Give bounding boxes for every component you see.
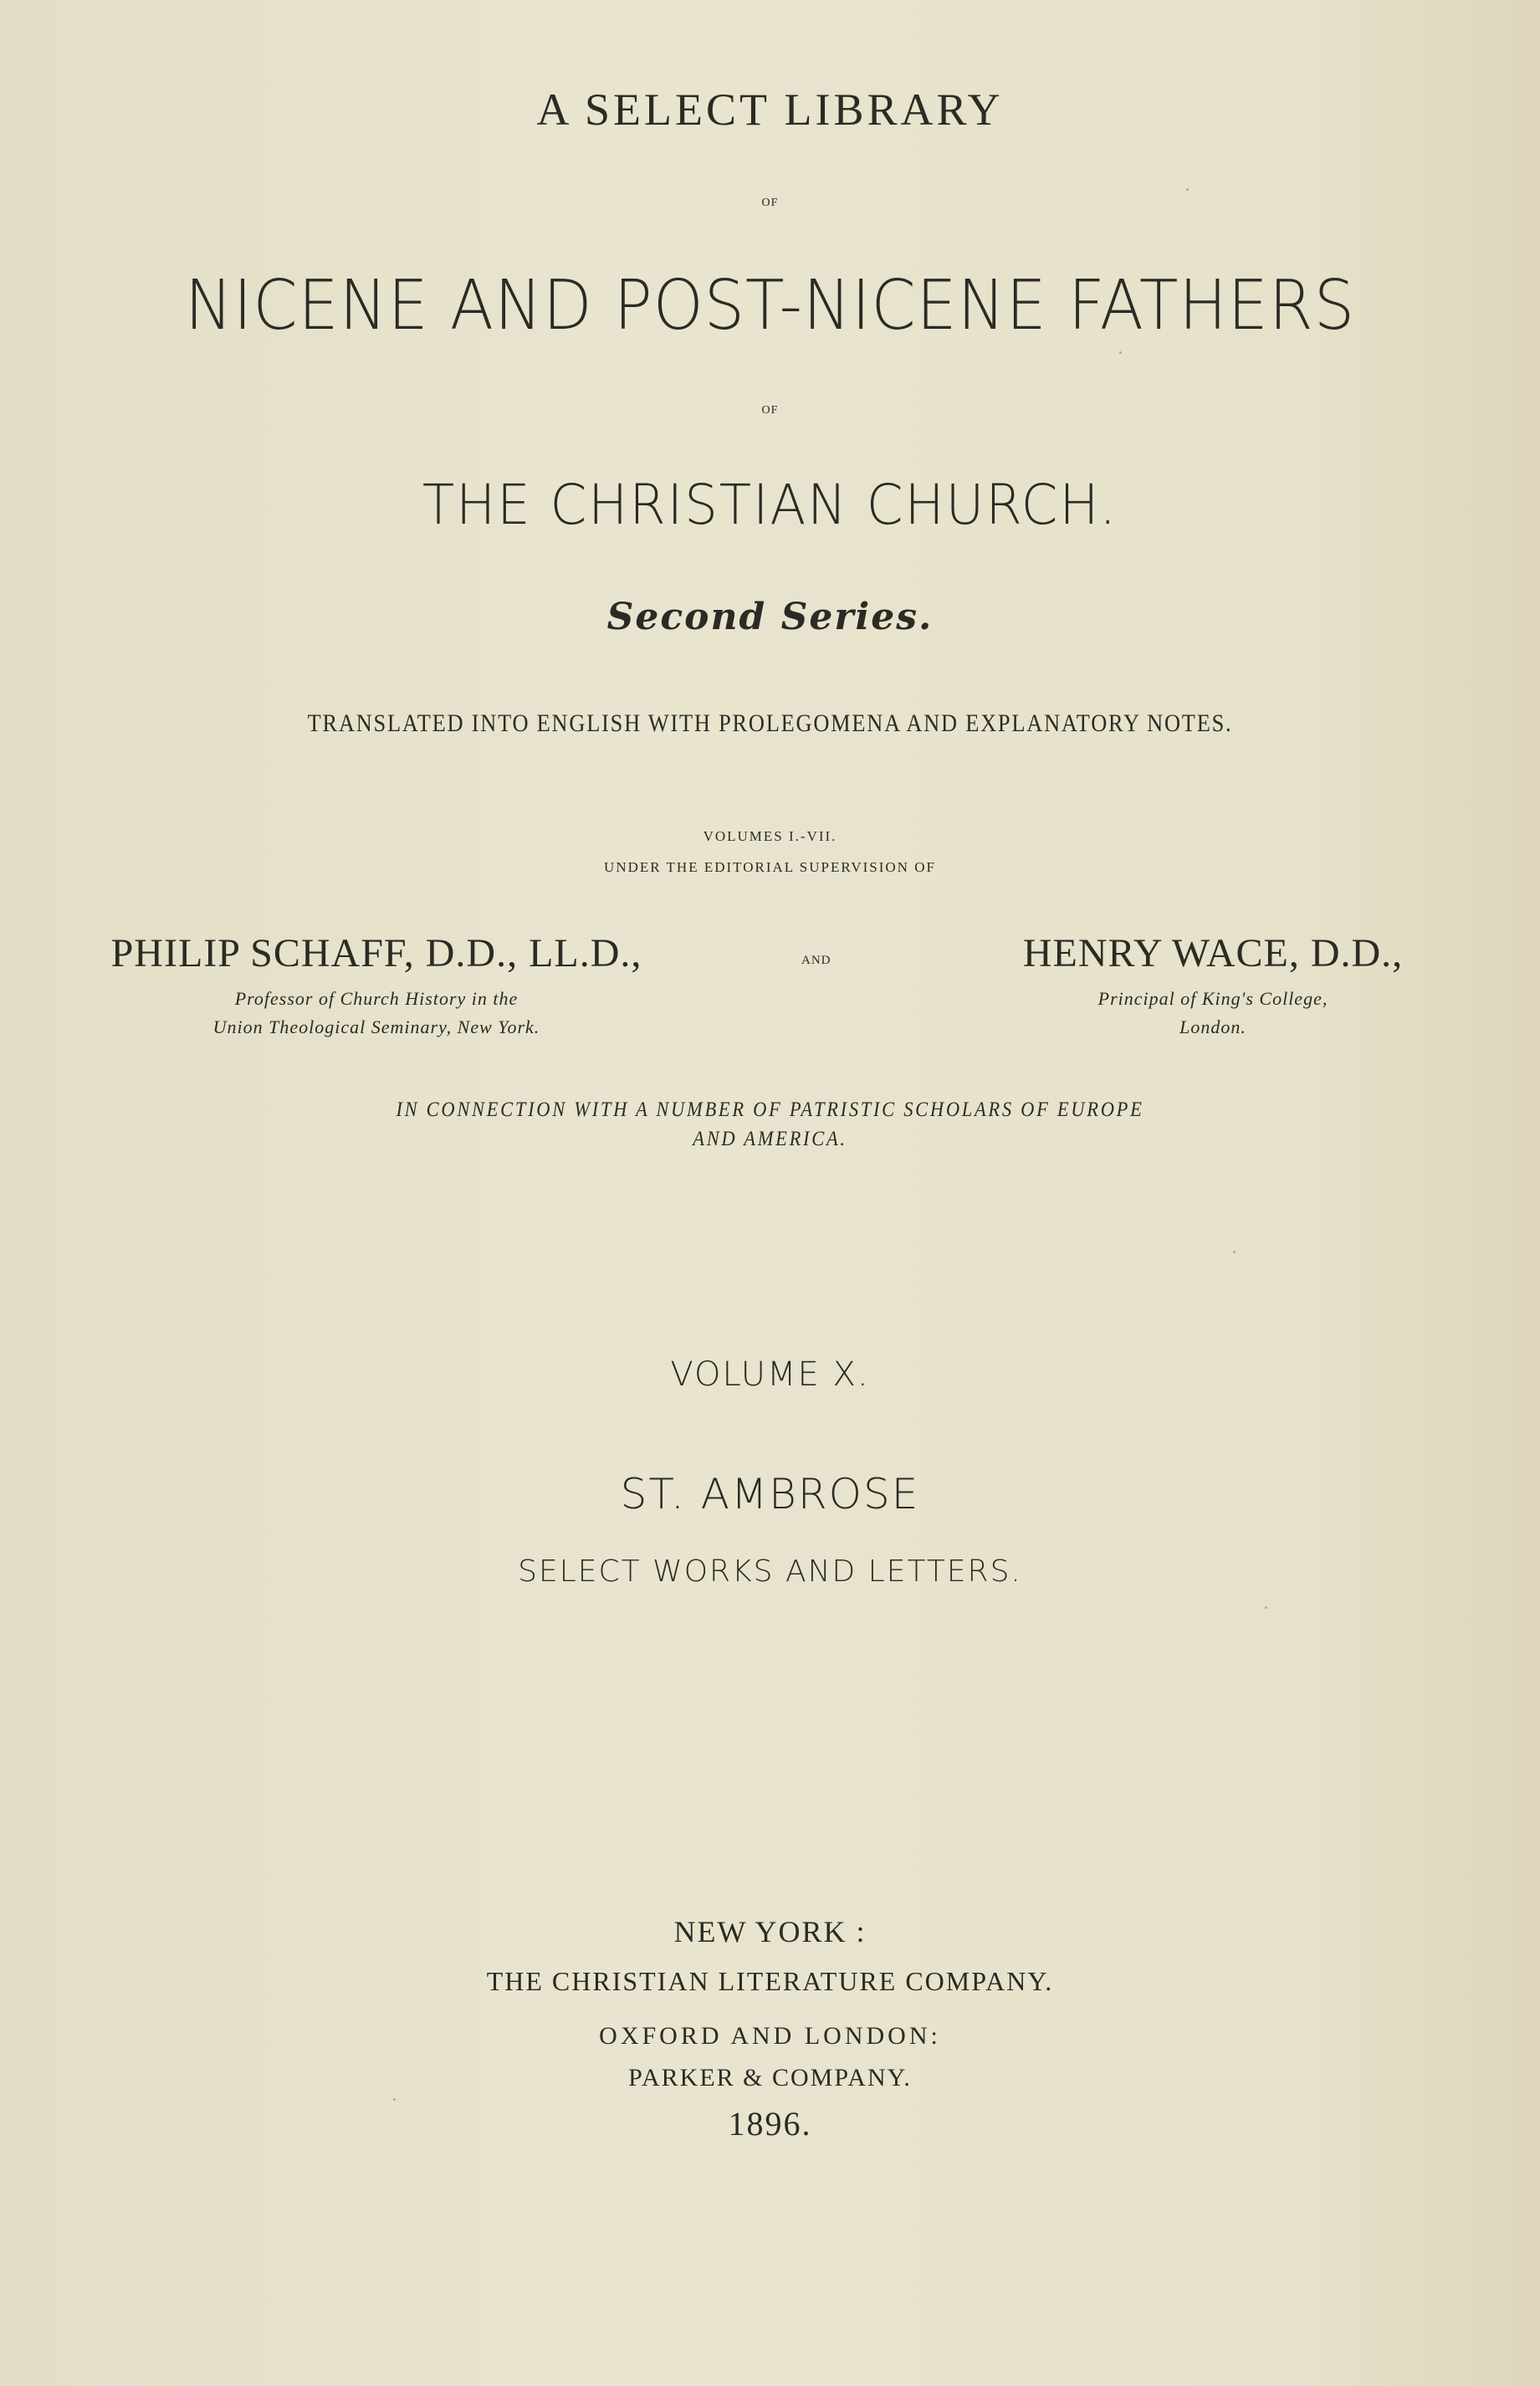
connection-line: AND AMERICA. xyxy=(693,1128,847,1150)
supervision-line: UNDER THE EDITORIAL SUPERVISION OF xyxy=(604,859,936,875)
editor-role: Union Theological Seminary, New York. xyxy=(212,1016,540,1037)
imprint-publisher: THE CHRISTIAN LITERATURE COMPANY. xyxy=(486,1966,1054,1996)
editor-name: HENRY WACE, D.D., xyxy=(1022,931,1404,975)
editor-schaff xyxy=(59,930,694,1042)
church-title: THE CHRISTIAN CHURCH. xyxy=(422,473,1118,537)
paper-speck xyxy=(1233,1251,1236,1253)
paper-speck xyxy=(393,2098,396,2101)
imprint-year: 1896. xyxy=(728,2105,812,2143)
work-title: SELECT WORKS AND LETTERS. xyxy=(518,1554,1022,1589)
paper-speck xyxy=(1265,1606,1267,1609)
paper-speck xyxy=(1119,351,1122,354)
and-separator: AND xyxy=(801,954,831,967)
editor-wace xyxy=(954,930,1472,1042)
author-name: ST. AMBROSE xyxy=(620,1470,920,1518)
editor-role: Professor of Church History in the xyxy=(234,988,519,1009)
imprint-publisher: PARKER & COMPANY. xyxy=(628,2064,912,2092)
paper-speck xyxy=(1186,188,1189,191)
translated-line: TRANSLATED INTO ENGLISH WITH PROLEGOMENA AND EXPLANATORY NOTES. xyxy=(307,709,1233,737)
editor-role: Principal of King's College, xyxy=(1097,988,1328,1009)
of-connector: OF xyxy=(761,404,779,417)
volume-number: VOLUME X. xyxy=(670,1355,870,1394)
series-title: A SELECT LIBRARY xyxy=(536,84,1004,135)
series-label: Second Series. xyxy=(606,596,934,638)
editor-role: London. xyxy=(1179,1016,1246,1037)
imprint-city: NEW YORK : xyxy=(673,1915,867,1948)
volumes-line: VOLUMES I.-VII. xyxy=(703,828,837,844)
connection-line: IN CONNECTION WITH A NUMBER OF PATRISTIC SCHOLARS OF EUROPE xyxy=(396,1098,1144,1121)
of-connector: OF xyxy=(761,197,779,209)
imprint-city: OXFORD AND LONDON: xyxy=(599,2022,941,2050)
main-title: NICENE AND POST-NICENE FATHERS xyxy=(184,266,1356,346)
editor-name: PHILIP SCHAFF, D.D., LL.D., xyxy=(110,931,642,975)
